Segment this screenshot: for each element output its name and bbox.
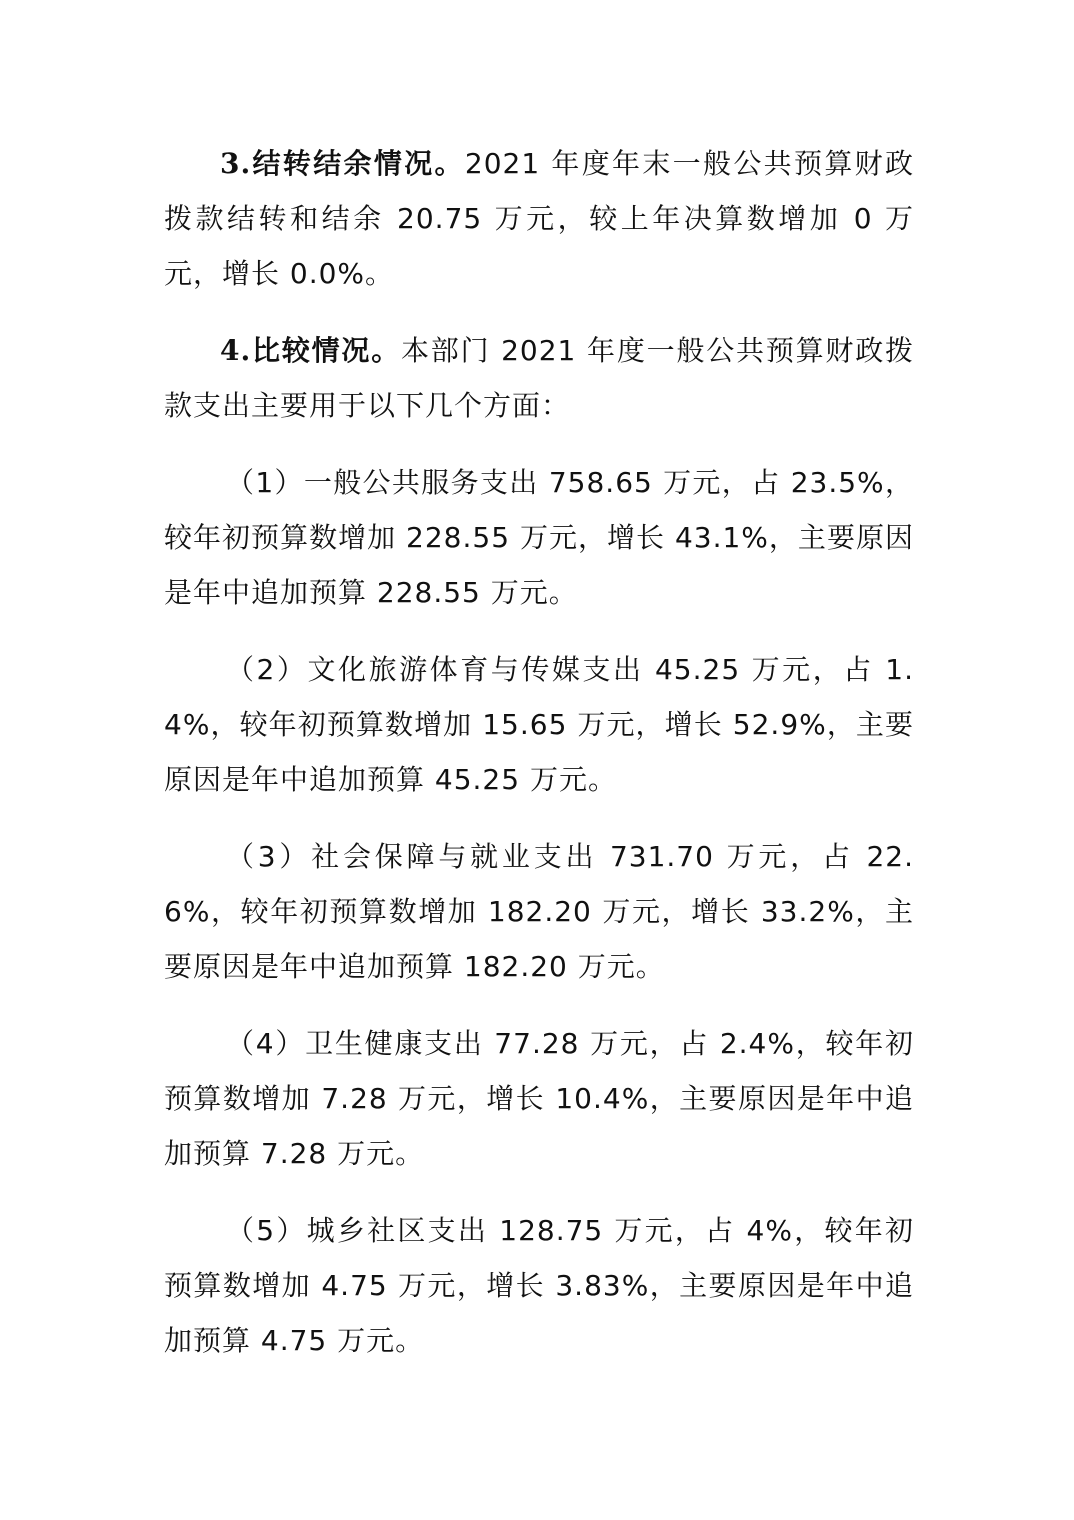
list-item-social-security-employment: （3）社会保障与就业支出 731.70 万元，占 22.6%，较年初预算数增加 182.20 万元，增长 33.2%，主要原因是年中追加预算 182.20 万元。 (164, 840, 914, 983)
list-item-general-public-services: （1）一般公共服务支出 758.65 万元，占 23.5%，较年初预算数增加 228.55 万元，增长 43.1%，主要原因是年中追加预算 228.55 万元。 (164, 466, 914, 609)
paragraph-text: 2021 年度年末一般公共预算财政拨款结转和结余 20.75 万元，较上年决算数增加 0 万元，增长 0.0%。 (164, 147, 914, 290)
paragraph-heading: 4.比较情况。 (220, 334, 402, 367)
list-item-urban-rural-community: （5）城乡社区支出 128.75 万元，占 4%，较年初预算数增加 4.75 万元，增长 3.83%，主要原因是年中追加预算 4.75 万元。 (164, 1214, 914, 1357)
list-item-culture-tourism-sports-media: （2）文化旅游体育与传媒支出 45.25 万元，占 1.4%，较年初预算数增加 15.65 万元，增长 52.9%，主要原因是年中追加预算 45.25 万元。 (164, 653, 914, 796)
paragraph-comparison (164, 323, 914, 433)
paragraph-text: 本部门 2021 年度一般公共预算财政拨款支出主要用于以下几个方面： (164, 334, 915, 422)
paragraph-heading: 3.结转结余情况。 (220, 147, 465, 180)
document-page (164, 136, 914, 1368)
paragraph-carryover-balance (164, 136, 914, 301)
list-item-health: （4）卫生健康支出 77.28 万元，占 2.4%，较年初预算数增加 7.28 万元，增长 10.4%，主要原因是年中追加预算 7.28 万元。 (164, 1027, 914, 1170)
